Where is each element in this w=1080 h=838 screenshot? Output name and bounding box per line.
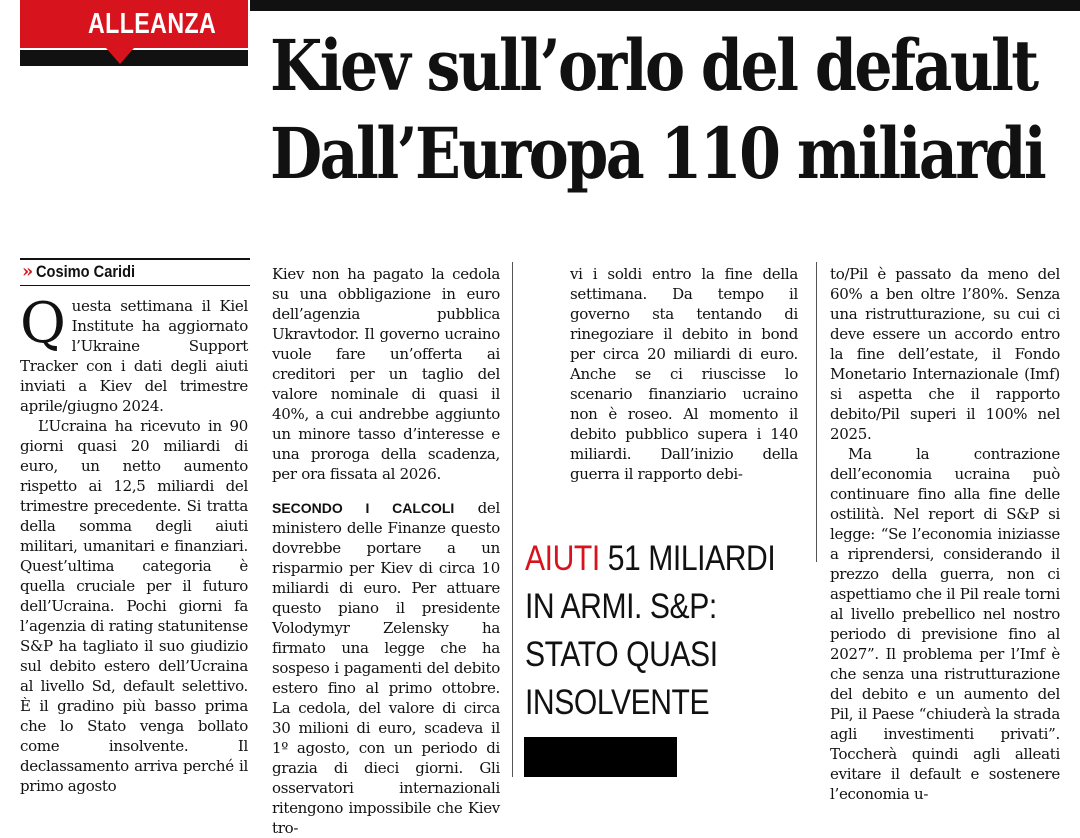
- paragraph: to/Pil è passato da meno del 60% a ben oltre l’80%. Senza una ristrutturazione, su cui ci deve essere un accordo entro la fine dell’estate, il Fondo Monetario Internazionale (Imf) si aspetta che il rapporto debito/Pil superi il 100% nel 2025.: [830, 265, 1060, 443]
- pull-quote-line-1: [525, 535, 776, 583]
- pull-quote-text: 51 MILIARDI: [599, 539, 776, 578]
- paragraph: Kiev non ha pagato la cedola su una obbligazione in euro dell’agenzia pubblica Ukravtodor. Il governo ucraino vuole fare un’offerta ai creditori per un taglio del valore nominale di quasi il 40%, a cui andrebbe aggiunto un minore tasso d’interesse e una proroga della scadenza, per ora fissata al 2026.: [272, 265, 500, 483]
- section-kicker: ALLEANZA: [88, 8, 217, 40]
- byline: [20, 258, 250, 286]
- paragraph: Ma la contrazione dell’economia ucraina può continuare fino alla fine delle ostilità. Nel report di S&P si legge: “Se l’economia iniziasse a riprendersi, considerando il prezzo della guerra, non ci aspettiamo che il Pil reale torni al livello prebellico nel nostro periodo di previsione fino al 2027”. Il problema per l’Imf è che senza una ristrutturazione del debito e un aumento del Pil, il Paese “chiuderà la strada agli investimenti privati”. Toccherà quindi agli alleati evitare il default e sostenere l’economia u-: [830, 445, 1060, 803]
- paragraph-lead-in: SECONDO I CALCOLI: [272, 500, 455, 516]
- article-column-2: [272, 264, 500, 838]
- drop-cap: Q: [20, 291, 66, 356]
- paragraph-intro: [20, 291, 248, 416]
- headline-line-2: Dall’Europa 110 miliardi: [270, 112, 1045, 195]
- headline-line-1: Kiev sull’orlo del default: [270, 24, 1037, 107]
- headline: [270, 22, 1045, 198]
- paragraph: L’Ucraina ha ricevuto in 90 giorni quasi 20 miliardi di euro, un netto aumento rispetto ai 12,5 miliardi del trimestre precedente. Si tratta della somma degli aiuti militari, umanitari e finanziari. Quest’ultima categoria è quella cruciale per il futuro dell’Ucraina. Pochi giorni fa l’agenzia di rating statunitense S&P ha tagliato il suo giudizio sul debito estero dell’Ucraina al livello Sd, default selettivo. È il gradino più basso prima che lo Stato venga bollato come insolvente. Il declassamento arriva perché il primo agosto: [20, 417, 248, 795]
- redaction-block: [524, 737, 677, 777]
- top-rule: [250, 0, 1080, 11]
- pull-quote: [525, 535, 810, 727]
- article-column-3: [570, 264, 798, 484]
- byline-chevron-icon: »: [22, 261, 34, 282]
- column-rule-1: [512, 262, 513, 777]
- byline-author: Cosimo Caridi: [36, 262, 136, 281]
- article-column-4: [830, 264, 1060, 804]
- column-rule-2: [816, 262, 817, 562]
- paragraph-text: del ministero delle Finanze questo dovrebbe portare a un risparmio per Kiev di circa 10 miliardi di euro. Per attuare questo piano il presidente Volodymyr Zelensky ha firmato una legge che ha sospeso i pagamenti del debito estero fino al primo ottobre. La cedola, del valore di circa 30 milioni di euro, scadeva il 1º agosto, con un periodo di grazia di dieci giorni. Gli osservatori internazionali ritengono impossibile che Kiev tro-: [272, 499, 500, 837]
- kicker-underbar: [20, 50, 248, 66]
- kicker-arrow-icon: [106, 48, 134, 64]
- pull-quote-line-4: INSOLVENTE: [525, 683, 710, 722]
- pull-quote-line-3: STATO QUASI: [525, 635, 718, 674]
- article-column-1: [20, 291, 248, 796]
- pull-quote-line-2: IN ARMI. S&P:: [525, 587, 717, 626]
- paragraph: [272, 498, 500, 838]
- paragraph: vi i soldi entro la fine della settimana. Da tempo il governo sta tentando di rinegoziare il debito in bond per circa 20 miliardi di euro. Anche se ci riuscisse lo scenario finanziario ucraino non è roseo. Al momento il debito pubblico supera i 140 miliardi. Dall’inizio della guerra il rapporto debi-: [570, 265, 798, 483]
- paragraph-text: uesta settimana il Kiel Institute ha aggiornato l’Ukraine Support Tracker con i dati degli aiuti inviati a Kiev del trimestre aprile/giugno 2024.: [20, 297, 248, 415]
- pull-quote-highlight: AIUTI: [525, 539, 600, 578]
